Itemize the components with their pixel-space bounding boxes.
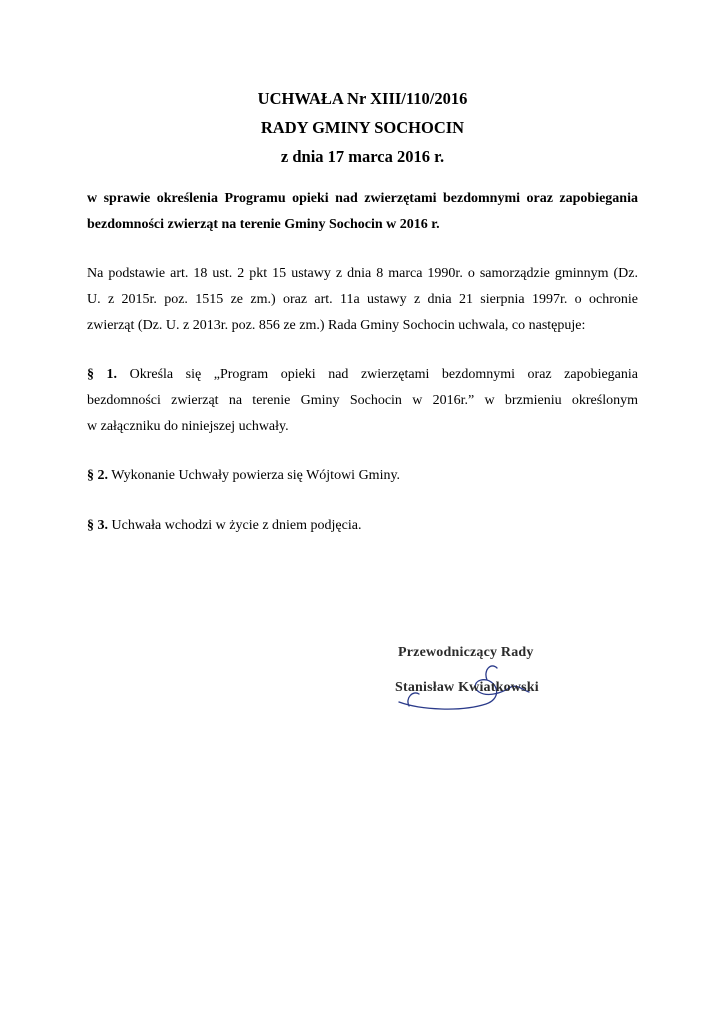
section-1	[87, 362, 638, 440]
resolution-title: UCHWAŁA Nr XIII/110/2016	[257, 89, 468, 108]
council-name: RADY GMINY SOCHOCIN	[260, 118, 465, 137]
legal-basis-paragraph	[87, 261, 638, 339]
signature-name: Stanisław Kwiatkowski	[395, 680, 539, 695]
legal-basis-line-3: zwierząt (Dz. U. z 2013r. poz. 856 ze zm.) Rada Gminy Sochocin uchwala, co następuje:	[87, 318, 586, 333]
signature-block	[391, 640, 571, 720]
section-2-line-1	[87, 463, 638, 489]
subject-line-2: bezdomności zwierząt na terenie Gminy Sochocin w 2016 r.	[87, 217, 440, 232]
resolution-date: z dnia 17 marca 2016 r.	[280, 147, 445, 166]
signature-title: Przewodniczący Rady	[398, 645, 534, 660]
section-2-number: § 2.	[87, 468, 108, 483]
legal-basis-line-2: U. z 2015r. poz. 1515 ze zm.) oraz art. 11a ustawy z dnia 21 sierpnia 1997r. o ochronie	[87, 292, 638, 307]
section-1-line-3: w załączniku do niniejszej uchwały.	[87, 419, 289, 434]
subject-line-1: w sprawie określenia Programu opieki nad zwierzętami bezdomnymi oraz zapobiegania	[87, 191, 638, 206]
resolution-subject	[87, 186, 638, 238]
section-1-number: § 1.	[87, 367, 118, 382]
section-1-line-2: bezdomności zwierząt na terenie Gminy Sochocin w 2016r.” w brzmieniu określonym	[87, 393, 638, 408]
legal-basis-line-1: Na podstawie art. 18 ust. 2 pkt 15 ustawy z dnia 8 marca 1990r. o samorządzie gminnym (Dz.	[87, 266, 638, 281]
section-2-text: Wykonanie Uchwały powierza się Wójtowi Gminy.	[108, 468, 401, 483]
section-2	[87, 463, 638, 489]
resolution-header	[0, 84, 725, 171]
section-3-line-1	[87, 513, 638, 539]
section-3-number: § 3.	[87, 518, 108, 533]
section-1-text: Określa się „Program opieki nad zwierzętami bezdomnymi oraz zapobiegania	[117, 367, 639, 382]
section-3-text: Uchwała wchodzi w życie z dniem podjęcia.	[108, 518, 362, 533]
section-3	[87, 513, 638, 539]
section-1-line-1	[87, 362, 638, 388]
